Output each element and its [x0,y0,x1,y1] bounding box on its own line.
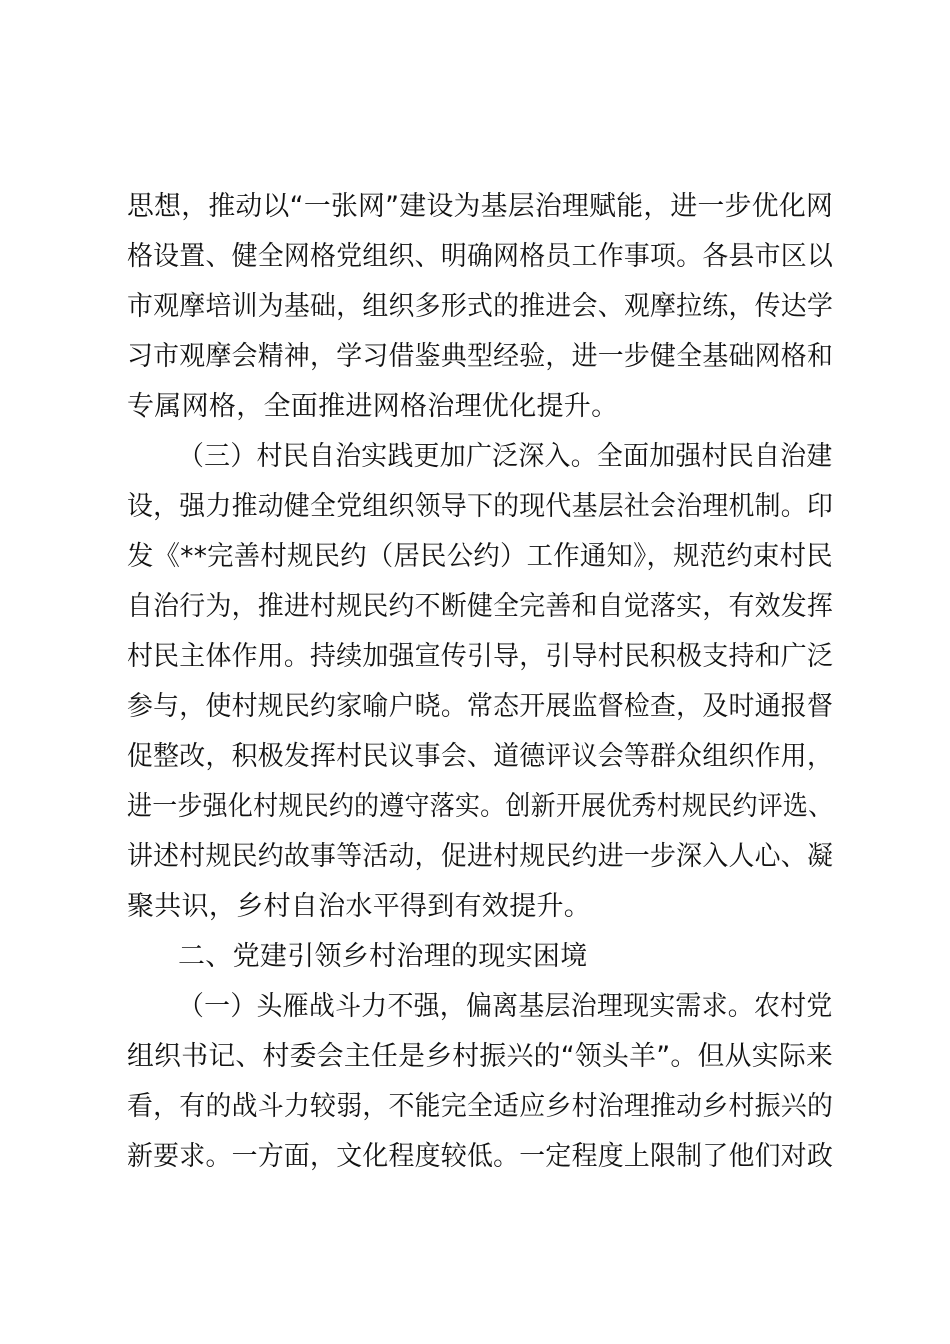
text-line: 促整改，积极发挥村民议事会、道德评议会等群众组织作用， [127,741,834,772]
text-line: 参与，使村规民约家喻户晓。常态开展监督检查，及时通报督 [127,691,834,722]
section-heading: 二、党建引领乡村治理的现实困境 [178,941,588,972]
section-heading-line: （三）村民自治实践更加广泛深入。全面加强村民自治建 [178,441,833,472]
text-line: 发《**完善村规民约（居民公约）工作通知》，规范约束村民 [127,541,833,572]
text-line: 进一步强化村规民约的遵守落实。创新开展优秀村规民约评选、 [127,791,834,822]
text-line: 市观摩培训为基础，组织多形式的推进会、观摩拉练，传达学 [127,291,834,322]
text-line: 专属网格，全面推进网格治理优化提升。 [127,391,619,422]
text-line: 思想，推动以“一张网”建设为基层治理赋能，进一步优化网 [127,191,834,222]
text-line: 讲述村规民约故事等活动，促进村规民约进一步深入人心、凝 [127,841,834,872]
text-line: 设，强力推动健全党组织领导下的现代基层社会治理机制。印 [127,491,834,522]
text-line: 新要求。一方面，文化程度较低。一定程度上限制了他们对政 [127,1141,834,1172]
section-heading-line: （一）头雁战斗力不强，偏离基层治理现实需求。农村党 [178,991,833,1022]
text-line: 格设置、健全网格党组织、明确网格员工作事项。各县市区以 [127,241,834,272]
text-line: 习市观摩会精神，学习借鉴典型经验，进一步健全基础网格和 [127,341,834,372]
text-line: 聚共识，乡村自治水平得到有效提升。 [127,891,592,922]
text-line: 自治行为，推进村规民约不断健全完善和自觉落实，有效发挥 [127,591,834,622]
text-line: 村民主体作用。持续加强宣传引导，引导村民积极支持和广泛 [127,641,834,672]
text-line: 组织书记、村委会主任是乡村振兴的“领头羊”。但从实际来 [127,1041,834,1072]
text-line: 看，有的战斗力较弱，不能完全适应乡村治理推动乡村振兴的 [127,1091,834,1122]
